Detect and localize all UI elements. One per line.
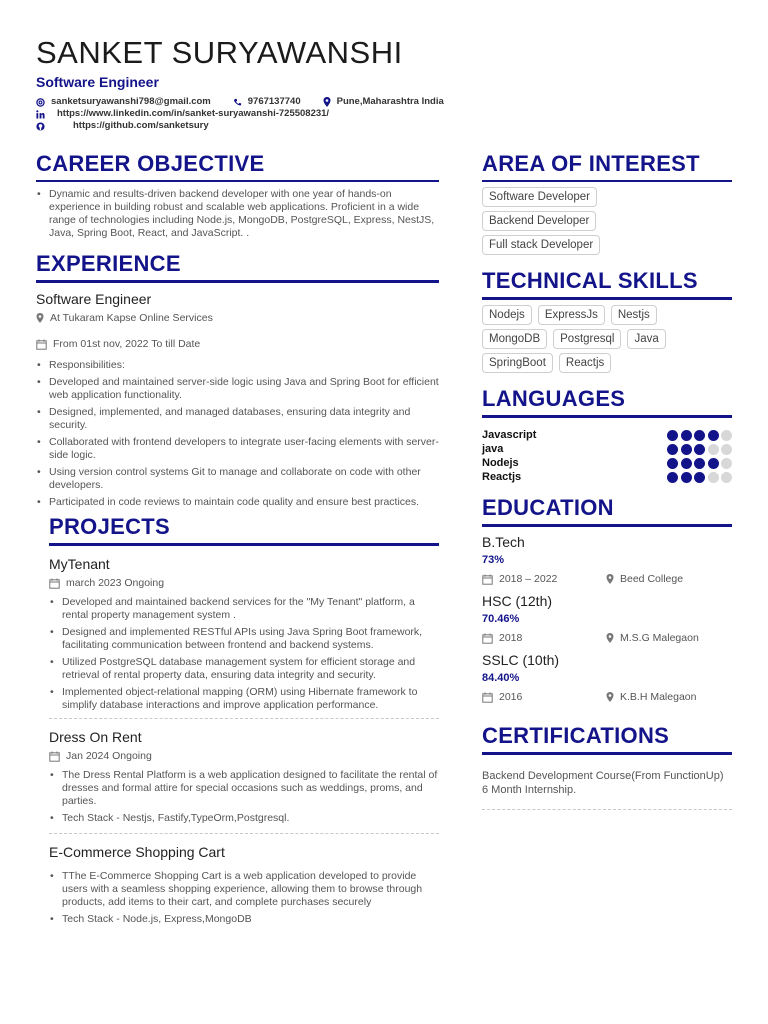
project-bullet: • Tech Stack - Node.js, Express,MongoDB [49, 913, 439, 926]
contact-block [36, 96, 736, 132]
location-pin-icon [323, 97, 331, 107]
certification-divider [482, 809, 732, 810]
linkedin-item[interactable] [36, 108, 329, 120]
experience-role: Software Engineer [36, 291, 152, 307]
level-dot-filled [667, 458, 678, 469]
interest-tag: Backend Developer [482, 211, 596, 231]
email-icon [36, 98, 45, 107]
interest-tag: Full stack Developer [482, 235, 600, 255]
project-title: MyTenant [49, 556, 110, 572]
education-years-item [482, 573, 606, 585]
skill-tag: Nestjs [611, 305, 657, 325]
location-pin-icon [606, 692, 614, 702]
level-dot-filled [694, 444, 705, 455]
experience-bullet: • Participated in code reviews to maintain code quality and ensure best practices. [36, 496, 439, 509]
left-column [36, 150, 439, 930]
experience-bullet: • Designed, implemented, and managed databases, ensuring data integrity and security. [36, 406, 439, 432]
language-name: Javascript [482, 429, 537, 441]
skill-tag: ExpressJs [538, 305, 605, 325]
career-objective-list [36, 188, 439, 240]
project-date-row [49, 749, 439, 763]
language-level-dots [665, 430, 733, 441]
education-meta [482, 572, 732, 586]
contact-row-2 [36, 108, 736, 120]
education-years: 2018 – 2022 [499, 573, 558, 585]
project-bullet: • Implemented object-relational mapping (ORM) using Hibernate framework to simplify database interactions and improve application performance. [49, 686, 439, 712]
level-dot-empty [721, 472, 732, 483]
experience-bullets [36, 359, 439, 509]
education-heading: EDUCATION [482, 494, 732, 527]
experience-heading: EXPERIENCE [36, 250, 439, 283]
location-pin-icon [606, 574, 614, 584]
language-row [482, 470, 732, 484]
candidate-name: SANKET SURYAWANSHI [36, 35, 403, 70]
github-url: https://github.com/sanketsury [73, 120, 209, 131]
education-grade: 84.40% [482, 672, 520, 684]
skill-tag: Reactjs [559, 353, 611, 373]
education-grade: 70.46% [482, 613, 520, 625]
experience-bullet: • Using version control systems Git to manage and collaborate on code with other developers. [36, 466, 439, 492]
project-bullets [49, 596, 439, 712]
education-degree: B.Tech [482, 534, 525, 550]
project-date: Jan 2024 Ongoing [66, 750, 152, 762]
project-bullet: • Developed and maintained backend services for the "My Tenant" platform, a rental property management system . [49, 596, 439, 622]
education-place: M.S.G Malegaon [620, 632, 699, 644]
language-name: Nodejs [482, 457, 519, 469]
level-dot-filled [694, 458, 705, 469]
project-bullet: • Tech Stack - Nestjs, Fastify,TypeOrm,Postgresql. [49, 812, 439, 825]
level-dot-filled [667, 430, 678, 441]
project-date-row [49, 576, 439, 590]
email-text: sanketsuryawanshi798@gmail.com [51, 96, 211, 107]
language-level-dots [665, 472, 733, 483]
career-objective-text: • Dynamic and results-driven backend developer with one year of hands-on experience in building robust and scalable web applications. Proficient in a wide range of technologies including Node.js, MongoDB, PostgreSQL, Express, NestJS, Java, Spring Boot, React, and JavaScript. . [36, 188, 439, 240]
email-item[interactable] [36, 96, 211, 108]
project-title: Dress On Rent [49, 729, 142, 745]
location-pin-icon [606, 633, 614, 643]
experience-dates-row [36, 337, 439, 351]
skill-tag: Postgresql [553, 329, 621, 349]
languages-heading: LANGUAGES [482, 385, 732, 418]
github-icon [36, 122, 45, 131]
project-bullets [49, 769, 439, 825]
candidate-title: Software Engineer [36, 74, 159, 90]
level-dot-filled [708, 458, 719, 469]
education-entry [482, 534, 732, 586]
calendar-icon [49, 578, 60, 589]
project-date: march 2023 Ongoing [66, 577, 165, 589]
calendar-icon [482, 633, 493, 644]
language-level-dots [665, 458, 733, 469]
education-place-item [606, 691, 730, 703]
calendar-icon [49, 751, 60, 762]
education-degree: HSC (12th) [482, 593, 553, 609]
language-row [482, 456, 732, 470]
language-row [482, 442, 732, 456]
education-years-item [482, 632, 606, 644]
skill-tag: Java [627, 329, 665, 349]
level-dot-filled [681, 458, 692, 469]
skills-heading: TECHNICAL SKILLS [482, 267, 732, 300]
project-divider [49, 833, 439, 834]
skill-tag: SpringBoot [482, 353, 553, 373]
calendar-icon [482, 574, 493, 585]
languages-list [482, 428, 732, 484]
interest-tag: Software Developer [482, 187, 597, 207]
project-divider [49, 718, 439, 719]
linkedin-icon [36, 110, 45, 119]
level-dot-empty [708, 472, 719, 483]
contact-row-1 [36, 96, 736, 108]
education-years: 2018 [499, 632, 523, 644]
level-dot-filled [667, 472, 678, 483]
right-column [482, 150, 732, 810]
phone-item[interactable] [233, 96, 301, 108]
level-dot-empty [721, 458, 732, 469]
level-dot-filled [681, 472, 692, 483]
education-place-item [606, 573, 730, 585]
resume-header [36, 34, 736, 132]
skill-tag: MongoDB [482, 329, 547, 349]
project-title: E-Commerce Shopping Cart [49, 844, 225, 860]
location-pin-icon [36, 313, 44, 323]
calendar-icon [36, 339, 47, 350]
project-bullet: • TThe E-Commerce Shopping Cart is a web application developed to provide users with a seamless shopping experience, allowing them to browse through products, add items to their cart, and complete purchases securely [49, 870, 439, 909]
level-dot-empty [708, 444, 719, 455]
github-item[interactable] [36, 120, 209, 132]
education-place-item [606, 632, 730, 644]
experience-bullet: • Collaborated with frontend developers to integrate user-facing elements with server-side logic. [36, 436, 439, 462]
education-meta [482, 690, 732, 704]
experience-bullet: • Responsibilities: [36, 359, 439, 372]
linkedin-url: https://www.linkedin.com/in/sanket-suryawanshi-725508231/ [57, 108, 330, 119]
education-place: K.B.H Malegaon [620, 691, 697, 703]
level-dot-filled [694, 430, 705, 441]
interest-tags [482, 187, 732, 259]
education-meta [482, 631, 732, 645]
education-years: 2016 [499, 691, 523, 703]
education-entry [482, 652, 732, 704]
certification-text: Backend Development Course(From FunctionUp) 6 Month Internship. [482, 770, 724, 796]
language-level-dots [665, 444, 733, 455]
project-bullet: • The Dress Rental Platform is a web application designed to facilitate the rental of dresses and formal attire for special occasions such as weddings, proms, and parties. [49, 769, 439, 808]
location-item [323, 96, 444, 108]
level-dot-filled [708, 430, 719, 441]
education-grade: 73% [482, 554, 505, 566]
interest-heading: AREA OF INTEREST [482, 150, 732, 182]
language-name: java [482, 443, 504, 455]
project-bullet: • Designed and implemented RESTful APIs using Java Spring Boot framework, facilitating communication between frontend and backend systems. [49, 626, 439, 652]
education-degree: SSLC (10th) [482, 652, 560, 668]
contact-row-3 [36, 120, 736, 132]
phone-text: 9767137740 [247, 96, 301, 107]
level-dot-filled [681, 444, 692, 455]
education-years-item [482, 691, 606, 703]
career-objective-heading: CAREER OBJECTIVE [36, 150, 439, 182]
education-entry [482, 593, 732, 645]
level-dot-filled [681, 430, 692, 441]
skill-tags [482, 305, 702, 377]
level-dot-empty [721, 430, 732, 441]
experience-dates: From 01st nov, 2022 To till Date [53, 338, 201, 350]
level-dot-filled [694, 472, 705, 483]
project-bullet: • Utilized PostgreSQL database management system for efficient storage and retrieval of rental property data, ensuring data integrity and security. [49, 656, 439, 682]
language-row [482, 428, 732, 442]
certifications-heading: CERTIFICATIONS [482, 722, 732, 755]
location-text: Pune,Maharashtra India [336, 96, 444, 107]
experience-company-row [36, 311, 439, 325]
projects-heading: PROJECTS [49, 513, 439, 546]
skill-tag: Nodejs [482, 305, 532, 325]
projects-section [49, 513, 439, 926]
experience-bullet: • Developed and maintained server-side logic using Java and Spring Boot for efficient web application functionality. [36, 376, 439, 402]
level-dot-empty [721, 444, 732, 455]
language-name: Reactjs [482, 471, 522, 483]
project-bullets [49, 870, 439, 926]
education-place: Beed College [620, 573, 684, 585]
experience-company: At Tukaram Kapse Online Services [50, 312, 213, 324]
phone-icon [233, 98, 242, 107]
level-dot-filled [667, 444, 678, 455]
calendar-icon [482, 692, 493, 703]
